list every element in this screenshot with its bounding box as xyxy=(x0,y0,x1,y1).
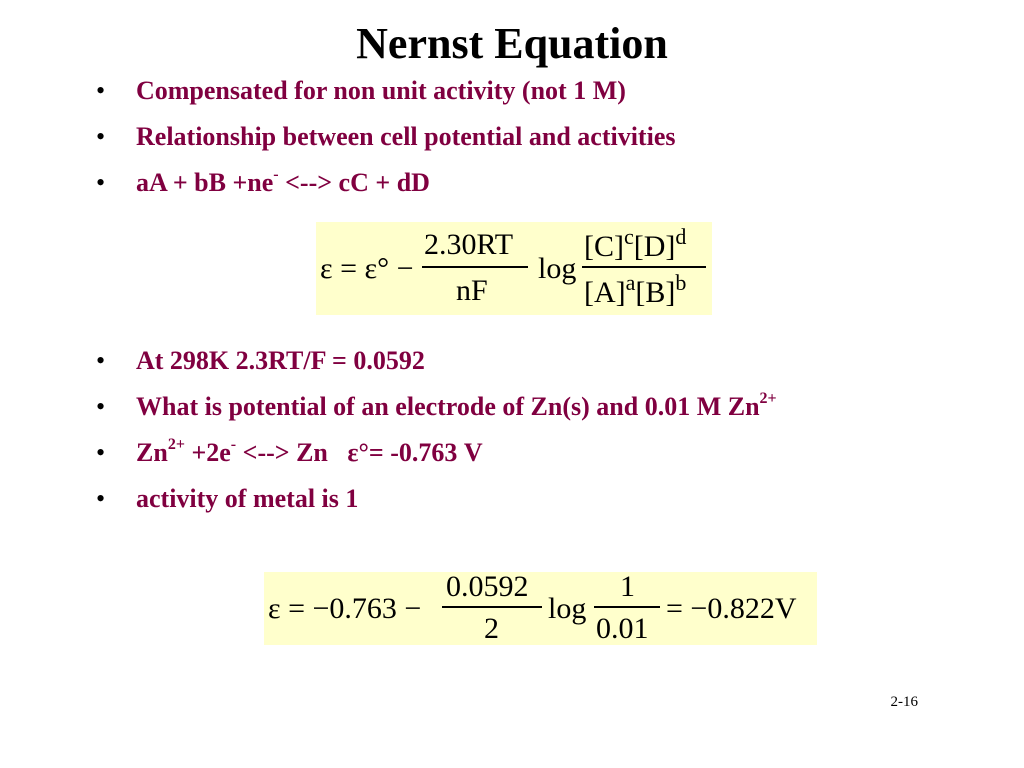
bullet-list-bottom xyxy=(96,346,936,530)
fraction-numerator xyxy=(584,224,687,266)
bullet-dot: • xyxy=(96,122,106,151)
bullet-list-top xyxy=(96,76,936,214)
bullet-item xyxy=(96,346,936,376)
fraction-bar xyxy=(442,606,542,608)
bullet-text: Zn xyxy=(136,438,168,467)
bullet-text: Relationship between cell potential and activities xyxy=(136,122,676,151)
bullet-item xyxy=(96,392,936,422)
fraction-denominator: nF xyxy=(456,274,488,307)
log-operator: log xyxy=(548,592,587,625)
bullet-dot: • xyxy=(96,438,106,467)
fraction-bar xyxy=(594,606,660,608)
bullet-text: aA + bB +ne xyxy=(136,168,274,197)
zinc-calculation-box xyxy=(264,572,817,645)
fraction-numerator: 0.0592 xyxy=(446,570,529,603)
concentration-b: [B] xyxy=(635,276,676,309)
fraction-numerator: 2.30RT xyxy=(424,228,514,261)
exponent-c: c xyxy=(624,224,634,249)
fraction-denominator: 2 xyxy=(484,612,499,645)
slide-title: Nernst Equation xyxy=(356,19,668,68)
equation-lhs: ε = −0.763 − xyxy=(268,592,422,625)
bullet-dot: • xyxy=(96,392,106,421)
bullet-text: activity of metal is 1 xyxy=(136,484,359,513)
superscript: 2+ xyxy=(759,390,777,408)
bullet-item xyxy=(96,438,936,468)
exponent-a: a xyxy=(625,270,636,295)
bullet-text: <--> Zn ε°= -0.763 V xyxy=(236,438,483,467)
fraction-bar xyxy=(582,266,706,268)
concentration-d: [D] xyxy=(633,230,676,263)
bullet-item xyxy=(96,484,936,514)
equation-rhs: = −0.822V xyxy=(666,592,797,625)
bullet-dot: • xyxy=(96,76,106,105)
bullet-item xyxy=(96,168,936,198)
superscript: 2+ xyxy=(167,436,185,454)
equation-lhs: ε = ε° − xyxy=(320,252,414,285)
fraction-denominator xyxy=(584,270,687,312)
bullet-dot: • xyxy=(96,484,106,513)
exponent-b: b xyxy=(675,270,687,295)
fraction-bar xyxy=(422,266,528,268)
superscript: - xyxy=(273,166,279,184)
exponent-d: d xyxy=(675,224,687,249)
log-operator: log xyxy=(538,252,577,285)
bullet-dot: • xyxy=(96,346,106,375)
bullet-dot: • xyxy=(96,168,106,197)
bullet-item xyxy=(96,122,936,152)
superscript: - xyxy=(230,436,237,454)
bullet-text: What is potential of an electrode of Zn(s) and 0.01 M Zn xyxy=(136,392,760,421)
bullet-item xyxy=(96,76,936,106)
fraction-denominator: 0.01 xyxy=(596,612,649,645)
bullet-text: +2e xyxy=(184,438,231,467)
concentration-c: [C] xyxy=(584,230,624,263)
concentration-a: [A] xyxy=(584,276,626,309)
bullet-text: <--> cC + dD xyxy=(278,168,430,197)
nernst-equation-box xyxy=(316,222,712,315)
page-number: 2-16 xyxy=(890,694,918,710)
bullet-text: Compensated for non unit activity (not 1 M) xyxy=(136,76,626,105)
fraction-numerator: 1 xyxy=(620,570,635,603)
bullet-text: At 298K 2.3RT/F = 0.0592 xyxy=(136,346,425,375)
